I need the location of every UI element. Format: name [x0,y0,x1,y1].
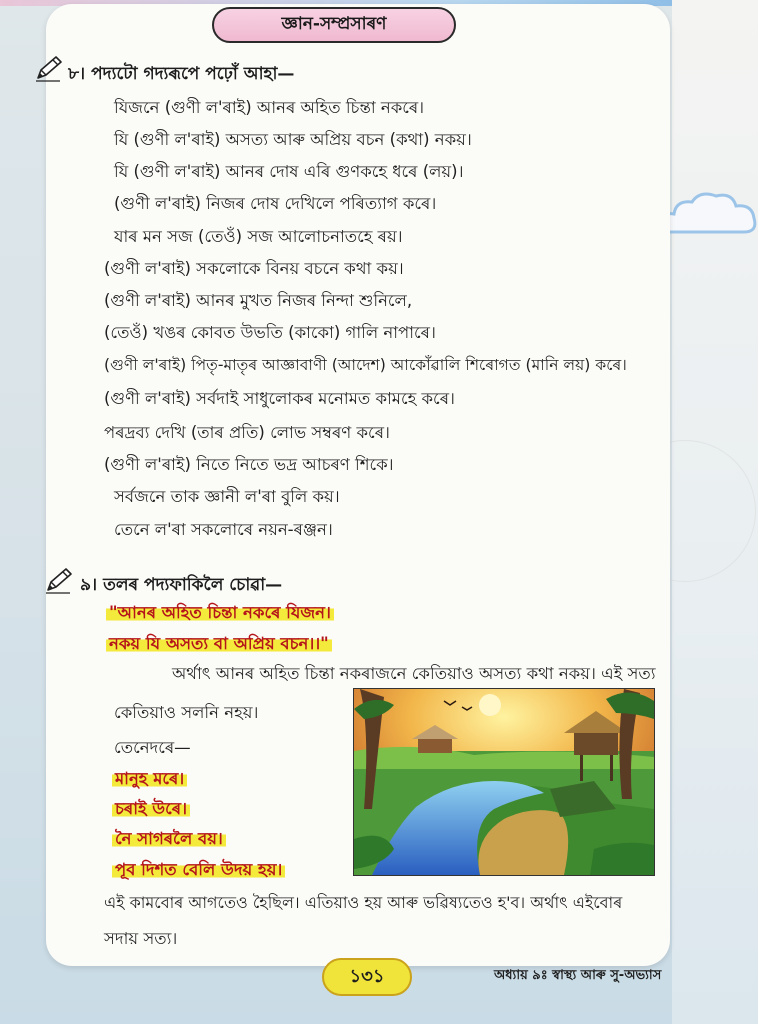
examples-intro: তেনেদৰে— [114,738,191,757]
question-9-title [80,572,282,600]
explanation-line: অৰ্থাৎ আনৰ অহিত চিন্তা নকৰাজনে কেতিয়াও অসত্য কথা নকয়। এই সত্য [172,664,656,683]
question-8-number: ৮। [68,64,86,84]
poem-line: (গুণী ল'ৰাই) আনৰ মুখত নিজৰ নিন্দা শুনিলে, [104,291,413,310]
question-8-title [68,61,294,89]
pencil-icon [34,54,64,82]
poem-line: (গুণী ল'ৰাই) নিতে নিতে ভদ্ৰ আচৰণ শিকে। [104,455,394,474]
page-number-badge [322,958,412,996]
poem-line: (গুণী ল'ৰাই) সকলোকে বিনয় বচনে কথা কয়। [104,259,404,278]
example-sentence: মানুহ মৰে। [112,766,187,793]
poem-line: (গুণী ল'ৰাই) সৰ্বদাই সাধুলোকৰ মনোমত কামহে কৰে। [104,389,455,408]
poem-line: (গুণী ল'ৰাই) পিতৃ-মাতৃৰ আজ্ঞাবাণী (আদেশ) আকোঁৱালি শিৰোগত (মানি লয়) কৰে। [104,356,627,374]
quote-line-2: নকয় যি অসত্য বা অপ্ৰিয় বচন।।" [106,634,332,653]
highlighted-quote [106,631,332,658]
closing-line: এই কামবোৰ আগতেও হৈছিল। এতিয়াও হয় আৰু ভৱিষ্যতেও হ'ব। অৰ্থাৎ এইবোৰ [104,893,623,912]
example-sentence: চৰাই উৰে। [112,796,190,823]
example-sentence: পূব দিশত বেলি উদয় হয়। [112,857,285,884]
section-header [212,7,456,43]
village-river-illustration [353,688,655,876]
poem-line: পৰদ্ৰব্য দেখি (তাৰ প্ৰতি) লোভ সম্বৰণ কৰে। [104,423,390,442]
question-9-number: ৯। [80,575,98,595]
page-number: ১৩১ [349,965,385,987]
example-sentence: নৈ সাগৰলৈ বয়। [112,826,226,853]
poem-line: (গুণী ল'ৰাই) নিজৰ দোষ দেখিলে পৰিত্যাগ কৰে। [114,194,437,213]
poem-line: সৰ্বজনে তাক জ্ঞানী ল'ৰা বুলি কয়। [114,487,340,506]
poem-line: (তেওঁ) খঙৰ কোবত উভতি (কাকো) গালি নাপাৰে। [104,323,436,342]
poem-line: যি (গুণী ল'ৰাই) অসত্য আৰু অপ্ৰিয় বচন (কথা) নকয়। [114,130,472,149]
poem-line: যাৰ মন সজ (তেওঁ) সজ আলোচনাতহে ৰয়। [114,227,403,246]
pencil-icon [44,566,74,594]
poem-line: যিজনে (গুণী ল'ৰাই) আনৰ অহিত চিন্তা নকৰে। [114,98,425,117]
poem-line: তেনে ল'ৰা সকলোৰে নয়ন-ৰঞ্জন। [114,520,333,539]
cloud-icon [656,184,758,242]
poem-line: যি (গুণী ল'ৰাই) আনৰ দোষ এৰি গুণকহে ধৰে (লয়)। [114,162,464,181]
closing-line: সদায় সত্য। [104,929,178,948]
question-8-heading: পদ্যটো গদ্যৰূপে পঢ়োঁ আহা— [91,64,295,84]
section-header-title: জ্ঞান-সম্প্ৰসাৰণ [281,14,387,34]
landscape-image [354,689,654,875]
explanation-line: কেতিয়াও সলনি নহয়। [114,703,259,722]
chapter-title: অধ্যায় ৯ঃ স্বাস্থ্য আৰু সু-অভ্যাস [494,968,662,983]
question-9-heading: তলৰ পদ্যফাকিলৈ চোৱা— [103,575,283,595]
highlighted-quote [106,600,334,627]
quote-line-1: "আনৰ অহিত চিন্তা নকৰে যিজন। [106,603,334,622]
